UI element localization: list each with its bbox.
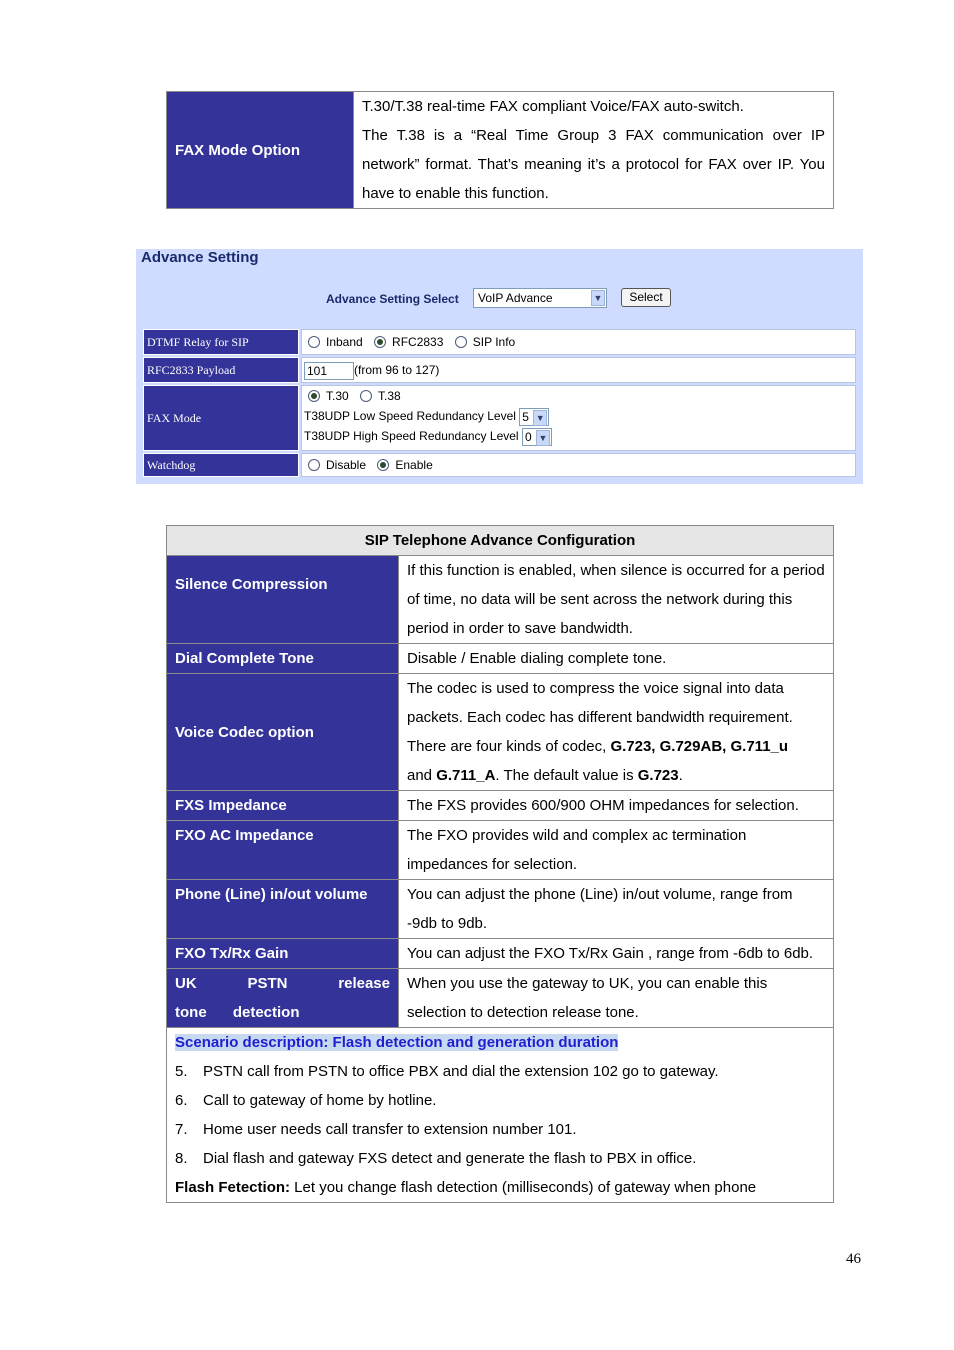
sip-table-header: SIP Telephone Advance Configuration [167,526,834,556]
uk-pstn-desc: When you use the gateway to UK, you can enable this selection to detection release tone. [399,969,834,1028]
voice-codec-desc: The codec is used to compress the voice signal into data packets. Each codec has different bandwidth requirement. There are four kinds of codec, G.723, G.729AB, G.711_u and G.711_A. The default value is G.723. [399,674,834,791]
rfc2833-label: RFC2833 Payload [143,357,299,383]
watchdog-option-enable[interactable]: Enable [377,454,432,476]
fax-mode-table [166,91,834,209]
radio-selected-icon[interactable] [308,390,320,402]
dtmf-options [301,329,856,355]
table-row [167,791,834,821]
high-speed-redundancy [304,426,855,446]
table-row [167,821,834,880]
fax-mode-row-label: FAX Mode [143,385,299,451]
table-row [167,674,834,791]
fax-line-2: The T.38 is a “Real Time Group 3 FAX communication over IP network” format. That’s meaning it’s a protocol for FAX over IP. You have to enable this function. [362,127,825,202]
table-row [167,644,834,674]
fxo-ac-impedance-desc: The FXO provides wild and complex ac termination impedances for selection. [399,821,834,880]
select-button[interactable]: Select [621,288,671,307]
radio-selected-icon[interactable] [374,336,386,348]
voice-codec-label: Voice Codec option [167,674,399,791]
scenario-row [167,1028,834,1203]
table-row [167,556,834,644]
watchdog-options [301,453,856,477]
rfc2833-hint: (from 96 to 127) [354,363,440,377]
dtmf-option-sip-info[interactable]: SIP Info [455,330,515,354]
silence-compression-desc: If this function is enabled, when silence is occurred for a period of time, no data will be sent across the network during this period in order to save bandwidth. [399,556,834,644]
fxs-impedance-label: FXS Impedance [167,791,399,821]
chevron-down-icon[interactable]: ▼ [536,430,550,446]
fax-option-t38[interactable]: T.38 [360,386,401,406]
dtmf-label: DTMF Relay for SIP [143,329,299,355]
high-speed-label: T38UDP High Speed Redundancy Level [304,429,519,443]
fax-option-t30[interactable]: T.30 [308,386,349,406]
fax-mode-description [354,92,834,209]
advance-setting-dropdown[interactable] [473,288,607,308]
low-speed-redundancy [304,406,855,426]
fxs-impedance-desc: The FXS provides 600/900 OHM impedances for selection. [399,791,834,821]
fax-mode-radio-group [304,386,855,406]
fax-mode-row [143,385,856,451]
table-row [167,880,834,939]
watchdog-row [143,453,856,477]
dial-complete-tone-label: Dial Complete Tone [167,644,399,674]
rfc2833-row [143,357,856,383]
radio-icon[interactable] [308,459,320,471]
radio-icon[interactable] [360,390,372,402]
radio-icon[interactable] [455,336,467,348]
advance-setting-panel [136,249,863,484]
list-item: 8. Dial flash and gateway FXS detect and generate the flash to PBX in office. [175,1150,697,1167]
watchdog-option-disable[interactable]: Disable [308,454,366,476]
silence-compression-label: Silence Compression [167,556,399,644]
watchdog-label: Watchdog [143,453,299,477]
phone-volume-label: Phone (Line) in/out volume [167,880,399,939]
low-speed-dropdown[interactable]: 5 ▼ [519,408,549,426]
fxo-gain-desc: You can adjust the FXO Tx/Rx Gain , range from -6db to 6db. [399,939,834,969]
table-row [167,969,834,1028]
dtmf-row [143,329,856,355]
page-number: 46 [846,1251,861,1267]
radio-icon[interactable] [308,336,320,348]
fxo-gain-label: FXO Tx/Rx Gain [167,939,399,969]
fax-mode-options [301,385,856,451]
radio-selected-icon[interactable] [377,459,389,471]
rfc2833-value-cell [301,357,856,383]
list-item: 6. Call to gateway of home by hotline. [175,1092,437,1109]
high-speed-dropdown[interactable]: 0 ▼ [522,428,552,446]
flash-detection-line: Flash Fetection: Let you change flash detection (milliseconds) of gateway when phone [175,1179,757,1196]
advance-setting-dropdown-value: VoIP Advance [478,291,553,305]
advance-setting-select-label: Advance Setting Select [326,292,459,306]
dtmf-option-inband[interactable]: Inband [308,330,363,354]
list-item: 5. PSTN call from PSTN to office PBX and dial the extension 102 go to gateway. [175,1063,719,1080]
fxo-ac-impedance-label: FXO AC Impedance [167,821,399,880]
phone-volume-desc: You can adjust the phone (Line) in/out volume, range from -9db to 9db. [399,880,834,939]
sip-advance-config-table [166,525,834,1203]
table-row [167,939,834,969]
scenario-title-line [175,1028,825,1057]
dial-complete-tone-desc: Disable / Enable dialing complete tone. [399,644,834,674]
low-speed-label: T38UDP Low Speed Redundancy Level [304,409,516,423]
scenario-cell [167,1028,834,1203]
rfc2833-payload-input[interactable]: 101 [304,362,354,380]
fax-line-1: T.30/T.38 real-time FAX compliant Voice/FAX auto-switch. [362,98,744,115]
scenario-title: Scenario description: Flash detection and generation duration [175,1034,619,1051]
list-item: 7. Home user needs call transfer to extension number 101. [175,1121,577,1138]
chevron-down-icon[interactable]: ▼ [533,410,547,426]
advance-setting-title: Advance Setting [141,249,259,266]
uk-pstn-label: UK PSTN release tone detection [167,969,399,1028]
chevron-down-icon[interactable]: ▼ [591,290,605,306]
dtmf-option-rfc2833[interactable]: RFC2833 [374,330,443,354]
fax-mode-label: FAX Mode Option [167,92,354,209]
